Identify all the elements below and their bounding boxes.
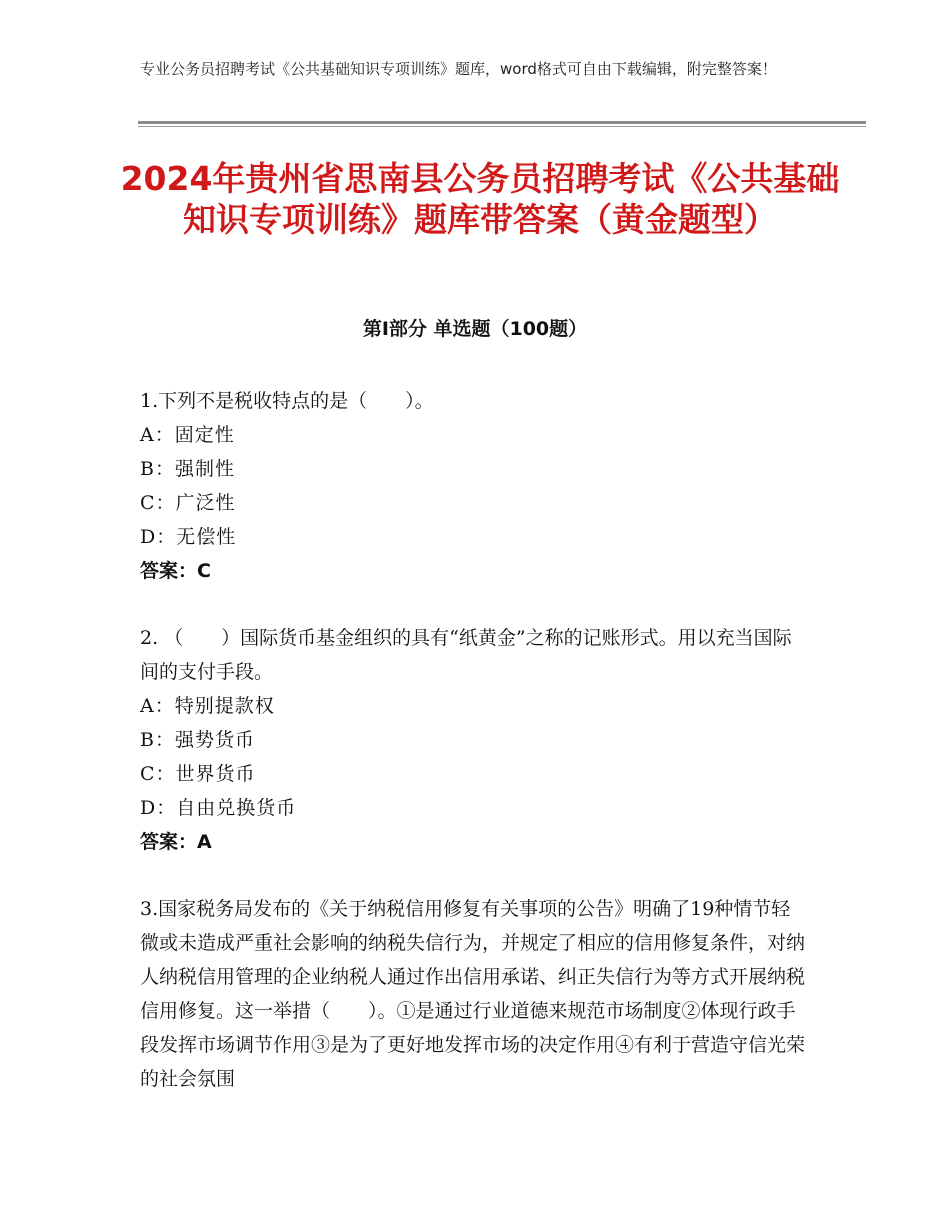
header-note: 专业公务员招聘考试《公共基础知识专项训练》题库，word格式可自由下载编辑，附完整答案！ [140,60,777,78]
section-title: 第Ⅰ部分 单选题（100题） [362,318,588,340]
option-a: A：特别提款权 [140,695,275,717]
header-divider-thin [138,126,866,127]
option-d: D：自由兑换货币 [140,797,297,819]
question-list [140,384,805,1129]
document-title: 2024年贵州省思南县公务员招聘考试《公共基础知识专项训练》题库带答案（黄金题型） [120,159,840,239]
answer: 答案：C [140,560,211,582]
option-c: C：广泛性 [140,492,236,514]
question-stem: 1.下列不是税收特点的是（ ）。 [140,390,434,412]
question-1 [140,384,805,588]
header-divider-thick [138,121,866,124]
option-d: D：无偿性 [140,526,237,548]
question-3 [140,892,805,1096]
question-stem: 3.国家税务局发布的《关于纳税信用修复有关事项的公告》明确了19种情节轻微或未造成严重社会影响的纳税失信行为，并规定了相应的信用修复条件，对纳人纳税信用管理的企业纳税人通过作出信用承诺、纠正失信行为等方式开展纳税信用修复。这一举措（ ）。①是通过行业道德来规范市场制度②体现行政手段发挥市场调节作用③是为了更好地发挥市场的决定作用④有利于营造守信光荣的社会氛围 [140,898,806,1090]
question-stem: 2. （ ）国际货币基金组织的具有“纸黄金”之称的记账形式。用以充当国际间的支付手段。 [140,627,792,683]
option-c: C：世界货币 [140,763,256,785]
question-2 [140,621,805,859]
option-a: A：固定性 [140,424,235,446]
answer: 答案：A [140,831,212,853]
option-b: B：强势货币 [140,729,255,751]
option-b: B：强制性 [140,458,235,480]
